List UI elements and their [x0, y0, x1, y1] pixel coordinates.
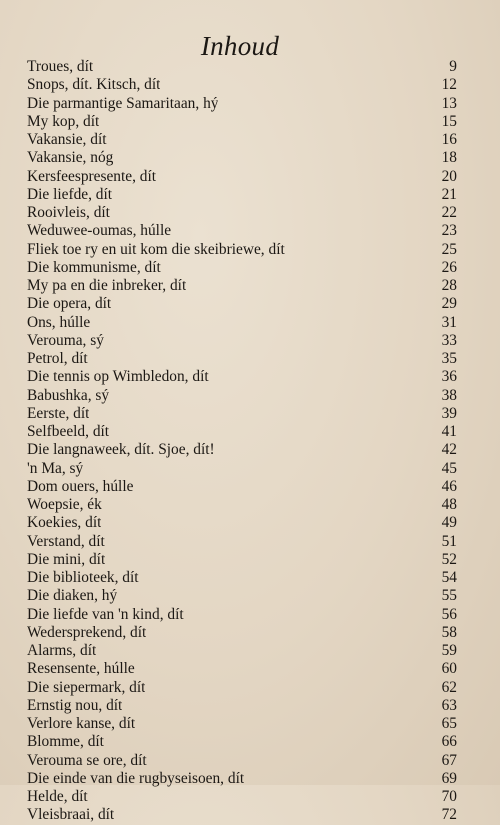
toc-entry-page: 23	[441, 222, 457, 240]
toc-entry	[27, 679, 457, 697]
toc-entry-page: 52	[441, 550, 457, 568]
toc-entry	[27, 387, 457, 405]
table-of-contents	[27, 58, 457, 825]
toc-entry-page: 20	[441, 167, 457, 185]
toc-entry-title: Resensente, húlle	[27, 660, 135, 678]
toc-entry-title: Babushka, sý	[27, 386, 110, 404]
toc-entry-page: 49	[441, 514, 457, 532]
toc-entry-title: My kop, dít	[27, 112, 100, 130]
toc-entry-page: 46	[441, 477, 457, 495]
toc-entry-page: 31	[441, 313, 457, 331]
toc-entry-title: Wedersprekend, dít	[27, 623, 147, 641]
toc-entry-title: Vleisbraai, dít	[27, 806, 115, 824]
toc-entry	[27, 259, 457, 277]
toc-entry-page: 9	[449, 58, 457, 75]
toc-entry-title: Die einde van die rugbyseisoen, dít	[27, 769, 245, 787]
toc-entry-title: Vakansie, nóg	[27, 149, 114, 167]
toc-entry-page: 26	[441, 258, 457, 276]
toc-entry-title: Vakansie, dít	[27, 131, 107, 148]
toc-entry-title: Helde, dít	[27, 788, 88, 805]
toc-entry-page: 15	[441, 112, 457, 130]
toc-entry-page: 55	[441, 587, 457, 605]
toc-entry-title: Verstand, dít	[27, 532, 105, 550]
toc-entry	[27, 514, 457, 532]
toc-entry-page: 25	[441, 240, 457, 258]
toc-entry-page: 60	[441, 660, 457, 678]
toc-entry-page: 69	[441, 769, 457, 787]
toc-entry-title: Eerste, dít	[27, 404, 90, 422]
toc-entry-title: Selfbeeld, dít	[27, 423, 110, 440]
toc-entry-title: Woepsie, ék	[27, 496, 102, 513]
toc-entry-page: 29	[441, 295, 457, 313]
toc-entry-page: 48	[441, 496, 457, 513]
toc-entry-title: Weduwee-oumas, húlle	[27, 222, 172, 240]
toc-entry-title: Rooivleis, dít	[27, 204, 110, 221]
toc-entry	[27, 332, 457, 350]
toc-entry	[27, 76, 457, 94]
toc-entry	[27, 587, 457, 605]
toc-entry-page: 22	[441, 204, 457, 221]
toc-entry	[27, 405, 457, 423]
toc-entry-page: 18	[441, 149, 457, 167]
toc-entry	[27, 131, 457, 149]
toc-entry-page: 33	[441, 331, 457, 349]
toc-entry	[27, 788, 457, 806]
toc-entry-page: 39	[441, 404, 457, 422]
toc-entry-title: Blomme, dít	[27, 733, 104, 751]
toc-entry-page: 72	[441, 806, 457, 824]
toc-entry-page: 12	[441, 76, 457, 94]
toc-entry-page: 16	[441, 131, 457, 148]
toc-entry	[27, 697, 457, 715]
toc-entry-title: Koekies, dít	[27, 514, 102, 532]
toc-entry-title: Die tennis op Wimbledon, dít	[27, 368, 209, 386]
toc-entry-title: Fliek toe ry en uit kom die skeibriewe, dít	[27, 240, 285, 258]
toc-entry-page: 59	[441, 642, 457, 659]
toc-entry	[27, 149, 457, 167]
toc-entry	[27, 241, 457, 259]
toc-entry	[27, 715, 457, 733]
toc-entry-title: Alarms, dít	[27, 642, 97, 659]
toc-entry-page: 58	[441, 623, 457, 641]
toc-entry-title: 'n Ma, sý	[27, 459, 84, 477]
toc-entry	[27, 624, 457, 642]
toc-entry-title: My pa en die inbreker, dít	[27, 277, 187, 294]
toc-entry-page: 21	[441, 185, 457, 203]
toc-entry-page: 41	[441, 423, 457, 440]
toc-entry	[27, 113, 457, 131]
toc-entry	[27, 460, 457, 478]
toc-entry	[27, 569, 457, 587]
toc-entry-title: Die liefde van 'n kind, dít	[27, 605, 184, 623]
toc-entry	[27, 58, 457, 76]
toc-entry-page: 13	[441, 94, 457, 112]
toc-entry-title: Ons, húlle	[27, 313, 91, 331]
toc-entry	[27, 368, 457, 386]
toc-entry-page: 56	[441, 605, 457, 623]
toc-entry	[27, 204, 457, 222]
toc-entry	[27, 642, 457, 660]
toc-entry	[27, 660, 457, 678]
toc-entry-page: 28	[441, 277, 457, 294]
toc-entry-title: Die biblioteek, dít	[27, 569, 139, 586]
toc-entry-title: Verouma se ore, dít	[27, 751, 147, 769]
toc-entry-title: Die kommunisme, dít	[27, 258, 161, 276]
toc-entry	[27, 277, 457, 295]
toc-entry-page: 36	[441, 368, 457, 386]
toc-entry	[27, 222, 457, 240]
toc-entry	[27, 295, 457, 313]
toc-entry-page: 54	[441, 569, 457, 586]
toc-entry	[27, 95, 457, 113]
toc-entry	[27, 441, 457, 459]
toc-entry	[27, 496, 457, 514]
toc-entry-title: Verouma, sý	[27, 331, 104, 349]
toc-entry-page: 70	[441, 788, 457, 805]
toc-entry-page: 63	[441, 696, 457, 714]
toc-entry-page: 67	[441, 751, 457, 769]
toc-entry-title: Die langnaweek, dít. Sjoe, dít!	[27, 441, 215, 459]
toc-entry	[27, 770, 457, 788]
toc-entry-page: 35	[441, 350, 457, 367]
toc-entry-page: 51	[441, 532, 457, 550]
toc-entry	[27, 551, 457, 569]
toc-entry	[27, 186, 457, 204]
toc-entry-page: 62	[441, 678, 457, 696]
toc-entry-page: 45	[441, 459, 457, 477]
toc-entry	[27, 350, 457, 368]
toc-entry	[27, 168, 457, 186]
toc-entry-title: Petrol, dít	[27, 350, 88, 367]
toc-entry	[27, 314, 457, 332]
toc-entry-title: Ernstig nou, dít	[27, 696, 123, 714]
toc-entry-page: 66	[441, 733, 457, 751]
toc-entry-title: Die mini, dít	[27, 550, 106, 568]
toc-entry	[27, 806, 457, 824]
toc-entry-title: Kersfeespresente, dít	[27, 167, 157, 185]
toc-entry-title: Die liefde, dít	[27, 185, 113, 203]
toc-entry-title: Dom ouers, húlle	[27, 477, 134, 495]
toc-entry-title: Troues, dít	[27, 58, 94, 75]
toc-entry-title: Die opera, dít	[27, 295, 112, 313]
toc-entry-title: Die parmantige Samaritaan, hý	[27, 94, 219, 112]
toc-entry	[27, 478, 457, 496]
toc-entry-title: Snops, dít. Kitsch, dít	[27, 76, 161, 94]
toc-entry	[27, 752, 457, 770]
toc-entry-title: Die diaken, hý	[27, 587, 118, 605]
toc-entry	[27, 733, 457, 751]
toc-entry-title: Verlore kanse, dít	[27, 715, 136, 732]
toc-entry	[27, 423, 457, 441]
page-title: Inhoud	[200, 31, 280, 61]
toc-entry-title: Die siepermark, dít	[27, 678, 146, 696]
toc-entry-page: 38	[441, 386, 457, 404]
toc-entry	[27, 533, 457, 551]
toc-entry-page: 42	[441, 441, 457, 459]
toc-entry-page: 65	[441, 715, 457, 732]
toc-entry	[27, 606, 457, 624]
